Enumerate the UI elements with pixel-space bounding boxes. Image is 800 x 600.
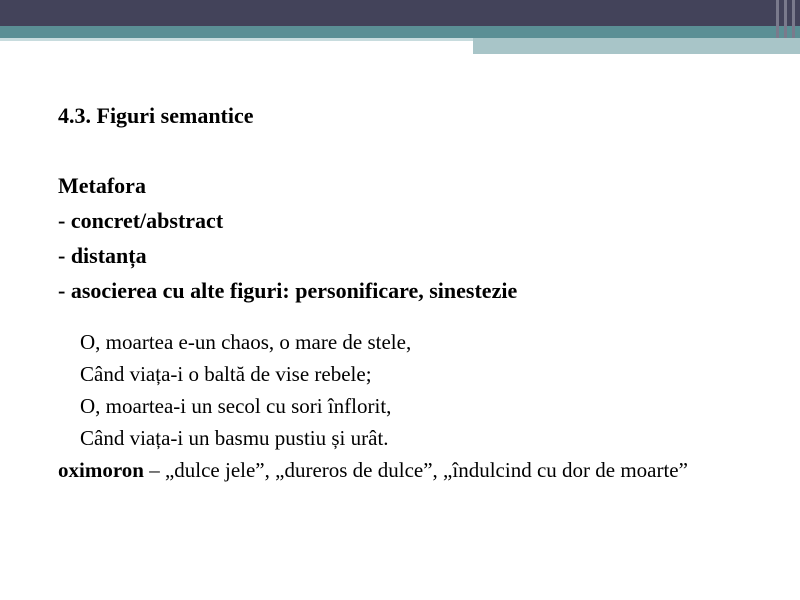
bullet-item: - distanța: [58, 243, 147, 268]
poem-line: O, moartea-i un secol cu sori înflorit,: [80, 394, 392, 418]
spacer: [58, 133, 778, 168]
poem-block: [58, 326, 778, 454]
section-title: Metafora: [58, 173, 146, 198]
header-accent-bar: [0, 26, 800, 38]
header-thin-stripe: [0, 38, 473, 41]
bullet-item: - asocierea cu alte figuri: personificare, sinestezie: [58, 278, 518, 303]
header-edge-line: [792, 0, 795, 38]
poem-line: Când viața-i un basmu pustiu și urât.: [80, 426, 389, 450]
slide-heading: 4.3. Figuri semantice: [58, 103, 254, 128]
header-bar: [0, 0, 800, 26]
header-edge-line: [784, 0, 787, 38]
oximoron-examples: – „dulce jele”, „dureros de dulce”, „îndulcind cu dor de moarte”: [143, 458, 688, 482]
bullet-item: - concret/abstract: [58, 208, 224, 233]
slide-content: [58, 98, 778, 486]
oximoron-paragraph: [58, 454, 778, 486]
header-edge-line: [776, 0, 779, 38]
poem-line: O, moartea e-un chaos, o mare de stele,: [80, 330, 412, 354]
poem-line: Când viața-i o baltă de vise rebele;: [80, 362, 372, 386]
oximoron-term: oximoron: [58, 458, 144, 482]
header-light-block: [473, 38, 800, 54]
